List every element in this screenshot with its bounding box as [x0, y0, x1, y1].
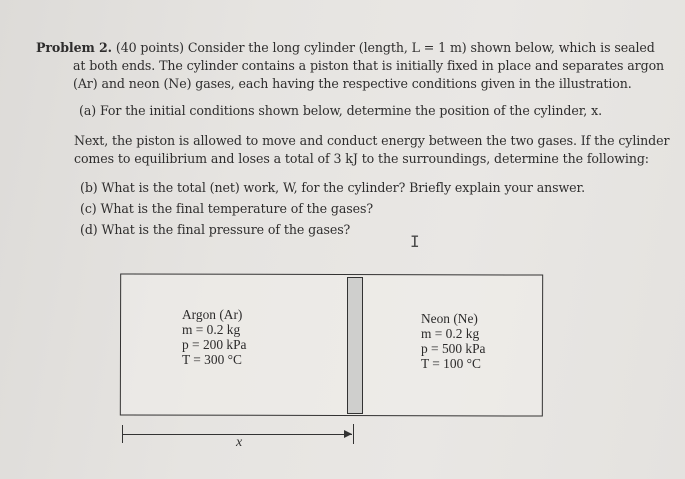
problem-points: (40 points) — [115, 40, 184, 55]
next-paragraph-line-1: Next, the piston is allowed to move and conduct energy between the two gases. If the cylinder — [74, 133, 670, 148]
part-b-question: (b) What is the total (net) work, W, for the cylinder? Briefly explain your answer. — [80, 180, 585, 195]
next-paragraph-line-2: comes to equilibrium and loses a total of 3 kJ to the surroundings, determine the following: — [74, 151, 649, 166]
neon-conditions — [421, 311, 485, 371]
neon-mass: m = 0.2 kg — [421, 326, 480, 341]
problem-heading: Problem 2. — [36, 40, 112, 55]
argon-conditions — [182, 307, 246, 367]
argon-mass: m = 0.2 kg — [182, 322, 241, 337]
neon-name: Neon (Ne) — [421, 311, 478, 326]
problem-intro-text: Consider the long cylinder (length, L = 1 m) shown below, which is sealed — [187, 40, 655, 55]
argon-name: Argon (Ar) — [182, 307, 243, 322]
part-a-question: (a) For the initial conditions shown below, determine the position of the cylinder, x. — [79, 103, 602, 118]
piston — [347, 277, 363, 414]
dimension-arrow-icon — [344, 430, 352, 438]
argon-temperature: T = 300 °C — [182, 352, 242, 367]
text-cursor-icon: I — [410, 232, 420, 251]
problem-intro-line-1 — [36, 40, 655, 55]
argon-pressure: p = 200 kPa — [182, 337, 247, 352]
problem-intro-line-3: (Ar) and neon (Ne) gases, each having the respective conditions given in the illustration. — [73, 76, 632, 91]
part-d-question: (d) What is the final pressure of the gases? — [80, 222, 351, 237]
dimension-tick-right — [353, 424, 354, 444]
neon-pressure: p = 500 kPa — [421, 341, 486, 356]
part-c-question: (c) What is the final temperature of the gases? — [80, 201, 373, 216]
dimension-label-x: x — [236, 435, 243, 450]
neon-temperature: T = 100 °C — [421, 356, 481, 371]
problem-intro-line-2: at both ends. The cylinder contains a piston that is initially fixed in place and separates argon — [73, 58, 665, 73]
